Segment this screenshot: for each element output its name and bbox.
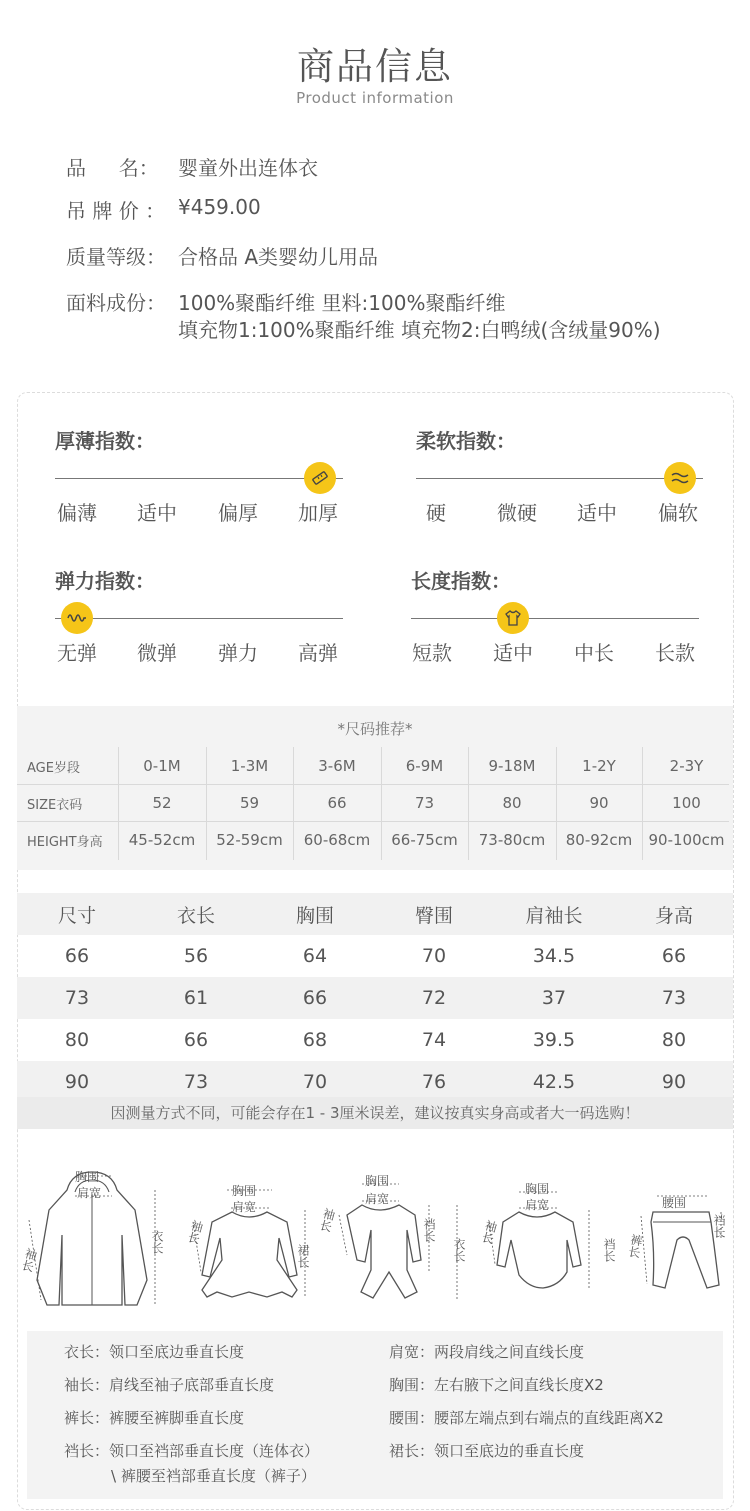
legend-term: 肩宽： (389, 1343, 435, 1361)
info-value-line2: 填充物1:100%聚酯纤维 填充物2:白鸭绒(含绒量90%) (178, 318, 661, 342)
garment-label: 裆长 (712, 1214, 726, 1238)
thickness-index-track (55, 478, 343, 479)
legend-term: 衣长： (64, 1343, 110, 1361)
softness-label: 微硬 (497, 501, 537, 525)
softness-label: 适中 (577, 501, 617, 525)
legend-term: 裙长： (389, 1442, 435, 1460)
measurement-header: 尺寸 (57, 904, 96, 927)
softness-label: 硬 (426, 501, 446, 525)
legend-item (389, 1407, 664, 1428)
info-label: 品 名： (66, 156, 159, 180)
info-value: ¥459.00 (178, 195, 261, 219)
garment-label: 裆长 (602, 1238, 616, 1262)
table-cell: 70 (302, 1071, 328, 1093)
table-cell: 66 (64, 945, 90, 967)
legend-item (64, 1407, 244, 1428)
elasticity-index-title: 弹力指数： (55, 569, 155, 593)
legend-desc: 肩线至袖子底部垂直长度 (109, 1376, 275, 1394)
elasticity-label: 微弹 (137, 641, 177, 665)
info-value: 合格品 A类婴幼儿用品 (178, 245, 379, 269)
legend-desc: 左右腋下之间直线长度X2 (434, 1376, 604, 1394)
thickness-index-title: 厚薄指数： (55, 429, 155, 453)
elasticity-label: 高弹 (298, 641, 338, 665)
thickness-label: 加厚 (298, 501, 338, 525)
size-cell: 73 (414, 794, 435, 812)
romper-icon (317, 1160, 477, 1310)
size-cell: 60-68cm (303, 831, 371, 849)
wave-icon (664, 462, 696, 494)
garment-label: 裆长 (422, 1218, 436, 1242)
garment-label: 肩宽 (525, 1198, 550, 1212)
legend-item (389, 1341, 584, 1362)
thickness-label: 偏薄 (57, 501, 97, 525)
size-cell: 90-100cm (648, 831, 725, 849)
legend-term: 胸围： (389, 1376, 435, 1394)
info-label: 面料成份： (66, 291, 166, 315)
legend-item (389, 1440, 584, 1461)
table-cell: 90 (64, 1071, 90, 1093)
garment-label: 腰围 (662, 1196, 687, 1210)
table-cell: 39.5 (532, 1029, 576, 1051)
garment-label: 衣长 (452, 1238, 466, 1262)
size-cell: 59 (239, 794, 260, 812)
table-cell: 37 (541, 987, 567, 1009)
length-label: 短款 (412, 641, 452, 665)
table-cell: 74 (421, 1029, 447, 1051)
garment-label: 胸围 (525, 1182, 550, 1196)
garment-label: 肩宽 (365, 1192, 390, 1206)
legend-desc: 两段肩线之间直线长度 (434, 1343, 585, 1361)
size-cell: 73-80cm (478, 831, 546, 849)
legend-term: 腰围： (389, 1409, 435, 1427)
measurement-header: 臀围 (414, 904, 453, 927)
legend-item (64, 1341, 244, 1362)
bodysuit-diagram (477, 1160, 616, 1310)
garment-label: 肩宽 (77, 1186, 102, 1200)
table-cell: 56 (183, 945, 209, 967)
shirt-icon (497, 602, 529, 634)
table-row (17, 977, 733, 1019)
table-cell: 70 (421, 945, 447, 967)
measurement-header: 衣长 (176, 904, 215, 927)
measurement-header: 肩袖长 (525, 904, 583, 927)
table-cell: 42.5 (532, 1071, 576, 1093)
info-label: 质量等级： (66, 245, 166, 269)
measurement-header-row (17, 893, 733, 935)
size-cell: 9-18M (488, 757, 536, 775)
table-cell: 34.5 (532, 945, 576, 967)
dress-diagram (187, 1160, 312, 1310)
table-row (17, 1019, 733, 1061)
table-cell: 73 (183, 1071, 209, 1093)
legend-desc: 领口至裆部垂直长度（连体衣） (109, 1442, 320, 1460)
garment-label: 袖长 (317, 1206, 337, 1234)
size-cell: 52-59cm (216, 831, 283, 849)
table-cell: 64 (302, 945, 328, 967)
measurement-notice: 因测量方式不同，可能会存在1 - 3厘米误差，建议按真实身高或者大一码选购！ (17, 1097, 733, 1129)
thickness-label: 偏厚 (218, 501, 258, 525)
info-label: 吊 牌 价 ： (66, 199, 166, 223)
measurement-legend (27, 1331, 723, 1499)
legend-desc: 领口至底边垂直长度 (109, 1343, 245, 1361)
legend-item (389, 1374, 604, 1395)
spring-icon (61, 602, 93, 634)
table-cell: 80 (64, 1029, 90, 1051)
size-row-head: AGE岁段 (27, 760, 80, 776)
garment-label: 裤长 (626, 1232, 644, 1259)
measurement-header: 胸围 (295, 904, 334, 927)
size-cell: 100 (672, 794, 701, 812)
legend-term: 裤长： (64, 1409, 110, 1427)
size-cell: 90 (589, 794, 609, 812)
legend-item-continued: \ 裤腰至裆部垂直长度（裤子） (111, 1467, 316, 1485)
size-cell: 1-2Y (582, 757, 616, 775)
table-cell: 73 (661, 987, 687, 1009)
garment-label: 衣长 (150, 1230, 164, 1254)
size-cell: 66 (327, 794, 347, 812)
garment-diagrams (17, 1160, 733, 1310)
table-cell: 61 (183, 987, 209, 1009)
length-index-title: 长度指数： (411, 569, 511, 593)
table-cell: 80 (661, 1029, 687, 1051)
pants-diagram (617, 1160, 733, 1310)
legend-desc: 裤腰至裤脚垂直长度 (109, 1409, 245, 1427)
table-cell: 90 (661, 1071, 687, 1093)
size-row-head: HEIGHT身高 (27, 834, 103, 850)
table-cell: 66 (661, 945, 687, 967)
table-row (17, 935, 733, 977)
garment-label: 胸围 (232, 1184, 257, 1198)
table-cell: 66 (183, 1029, 209, 1051)
length-label: 中长 (574, 641, 614, 665)
legend-item (64, 1374, 274, 1395)
size-recommend-panel (17, 706, 733, 870)
table-cell: 66 (302, 987, 328, 1009)
softness-label: 偏软 (658, 501, 698, 525)
garment-label: 胸围 (365, 1174, 390, 1188)
elasticity-label: 无弹 (57, 641, 97, 665)
length-label: 长款 (655, 641, 695, 665)
garment-label: 袖长 (185, 1218, 205, 1246)
legend-item (64, 1440, 319, 1461)
info-value: 100%聚酯纤维 里料:100%聚酯纤维 (178, 291, 506, 315)
size-cell: 1-3M (230, 757, 269, 775)
length-index-track (411, 618, 699, 619)
elasticity-index-track (55, 618, 343, 619)
info-value: 婴童外出连体衣 (178, 156, 318, 180)
garment-label: 裙长 (296, 1244, 310, 1268)
size-cell: 80 (502, 794, 522, 812)
measurement-header: 身高 (654, 904, 693, 927)
romper-diagram (317, 1160, 477, 1310)
size-row-head: SIZE衣码 (27, 797, 83, 813)
legend-desc: 腰部左端点到右端点的直线距离X2 (434, 1409, 664, 1427)
garment-label: 肩宽 (232, 1200, 257, 1214)
garment-label: 袖长 (19, 1246, 39, 1274)
legend-term: 裆长： (64, 1442, 110, 1460)
length-label: 适中 (493, 641, 533, 665)
softness-index-title: 柔软指数： (416, 429, 516, 453)
table-cell: 72 (421, 987, 447, 1009)
size-cell: 2-3Y (669, 757, 704, 775)
garment-label: 袖长 (479, 1218, 499, 1246)
size-cell: 45-52cm (128, 831, 196, 849)
page-title: 商品信息 (297, 45, 453, 88)
size-cell: 80-92cm (565, 831, 633, 849)
garment-label: 胸围 (75, 1170, 100, 1184)
softness-index-track (416, 478, 703, 479)
ruler-icon (304, 462, 336, 494)
thickness-label: 适中 (137, 501, 177, 525)
size-cell: 0-1M (143, 757, 181, 775)
legend-desc: 领口至底边的垂直长度 (434, 1442, 585, 1460)
elasticity-label: 弹力 (218, 641, 258, 665)
size-recommend-title: *尺码推荐* (337, 720, 413, 738)
jacket-diagram (17, 1160, 167, 1310)
size-cell: 3-6M (318, 757, 356, 775)
page-subtitle: Product information (296, 89, 454, 107)
size-cell: 6-9M (405, 757, 444, 775)
legend-term: 袖长： (64, 1376, 110, 1394)
table-cell: 76 (421, 1071, 447, 1093)
table-cell: 73 (64, 987, 90, 1009)
size-cell: 66-75cm (391, 831, 458, 849)
table-cell: 68 (302, 1029, 328, 1051)
size-cell: 52 (152, 794, 172, 812)
